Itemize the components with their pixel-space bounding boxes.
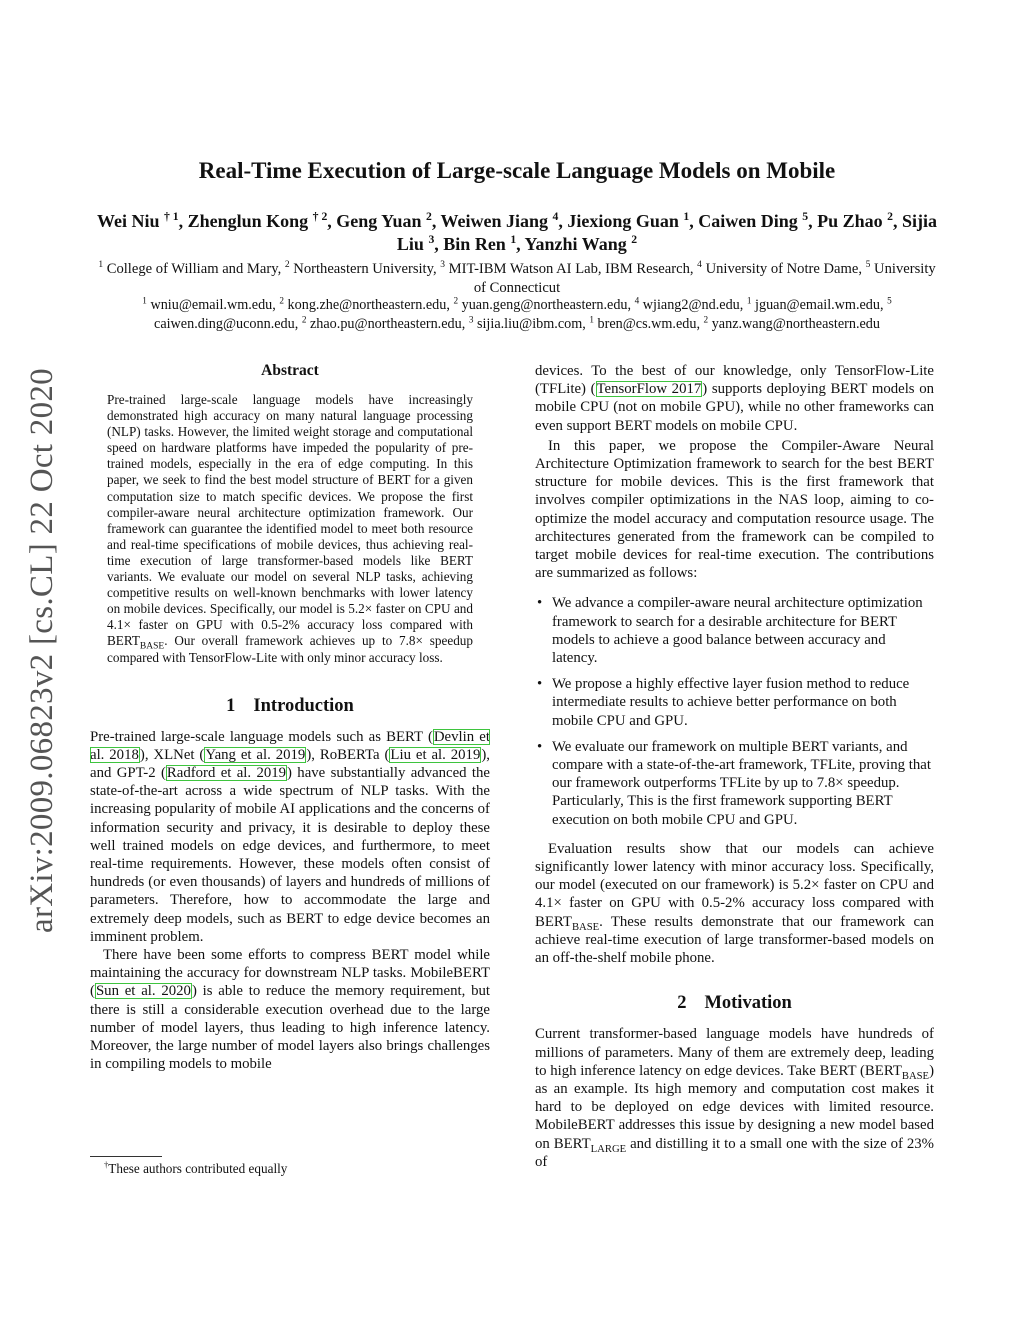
email-address[interactable]: wjiang2@nd.edu,	[639, 297, 747, 313]
email-affiliation-number: 2	[703, 314, 709, 325]
author-affiliation-mark: 1	[683, 210, 690, 223]
abstract-text: Pre-trained large-scale language models have increasingly demonstrated high accuracy on many natural language processing (NLP) tasks. However, the limited weight storage and computational speed on hardware platforms have impeded the popularity of pre-trained models, especially in the era of edge computing. In this paper, we seek to find the best model structure of BERT for a given computation size to match specific devices. We propose the first compiler-aware neural architecture optimization framework. Our framework can guarantee the identified model to meet both resource and real-time specifications of mobile devices, thus achieving real-time execution of large transformer-based models like BERT variants. We evaluate our model on several NLP tasks, achieving competitive results on well-known benchmarks with lower latency on mobile devices. Specifically, our model is 5.2× faster on CPU and 4.1× faster on GPU with 0.5-2% accuracy loss compared with $BERT_{BASE}$. Our overall framework achieves up to 7.8× speedup compared with TensorFlow-Lite with only minor accuracy loss.	[107, 392, 473, 665]
footnote-rule	[90, 1156, 162, 1157]
affiliation-name: Northeastern University,	[289, 261, 441, 277]
email-affiliation-number: 2	[301, 314, 307, 325]
section-heading-introduction: 1 Introduction	[226, 695, 354, 716]
author-name: Caiwen Ding	[698, 211, 803, 231]
affiliation-number: 1	[98, 260, 104, 271]
intro-paragraph-5: Evaluation results show that our models can achieve significantly lower latency with minor accuracy loss. Specifically, our model (executed on our framework) is 5.2× faster on CPU and 4.1× faster on GPU with 0.5-2% accuracy loss compared with $BERT_{BASE}$. These results demonstrate that our framework can achieve real-time execution of large transformer-based models on an off-the-shelf mobile phone.	[535, 840, 934, 967]
affiliation-name: College of William and Mary,	[103, 261, 285, 277]
citation-link[interactable]: Devlin et al. 2018	[90, 728, 490, 763]
list-item: • We evaluate our framework on multiple BERT variants, and compare with a state-of-the-art framework, TFLite, proving that our framework outperforms TFLite by up to 7.8× speedup. Particularly, This is the first framework supporting BERT execution on both mobile CPU and GPU.	[535, 738, 934, 829]
author-name: Geng Yuan	[336, 211, 426, 231]
motivation-paragraph: Current transformer-based language models have hundreds of millions of parameters. Many of them are extremely deep, leading to high inference latency on edge devices. Take BERT $(BERT_{BASE})$ as an example. Its high memory and computation cost makes it hard to be deployed on edge devices with limited resource. MobileBERT addresses this issue by designing a new model based on $BERT_{LARGE}$ and distilling it to a small one with the size of 23% of	[535, 1026, 934, 1170]
left-column	[90, 362, 490, 1073]
author-name: Pu Zhao	[817, 211, 888, 231]
affiliation-name: University of Notre Dame,	[701, 261, 866, 277]
author-name: Sijia Liu	[396, 211, 937, 254]
author-affiliation-mark: 3	[428, 233, 435, 246]
email-address[interactable]: yanz.wang@northeastern.edu	[708, 316, 880, 332]
intro-paragraph-2: There have been some efforts to compress BERT model while maintaining the accuracy for downstream NLP tasks. MobileBERT (Sun et al. 2020) is able to reduce the memory requirement, but there is still a considerable execution overhead due to the large number of model layers, thus leading to high inference latency. Moreover, the large number of model layers also brings challenges in compiling models to mobile	[90, 947, 490, 1073]
author-name: Weiwen Jiang	[440, 211, 553, 231]
author-affiliation-mark: 4	[552, 210, 559, 223]
footnote: †These authors contributed equally	[104, 1159, 288, 1176]
email-address[interactable]: sijia.liu@ibm.com,	[473, 316, 590, 332]
email-affiliation-number: 2	[279, 295, 284, 306]
citation-link[interactable]: TensorFlow 2017	[596, 381, 702, 398]
intro-paragraph-1: Pre-trained large-scale language models such as BERT (Devlin et al. 2018), XLNet (Yang et al. 2019), RoBERTa (Liu et al. 2019), and GPT-2 (Radford et al. 2019) have substantially advanced the state-of-the-art across a wide spectrum of NLP tasks. With the increasing popularity of mobile AI applications and the concerns of information security and privacy, it is desirable to deploy these well trained models on edge devices, and furthermore, to meet real-time requirements. However, these models often consist of hundreds (or even thousands) of layers and hundreds of millions of parameters. Therefore, how to accommodate the large and extremely deep models, such as BERT to edge device becomes an imminent problem.	[90, 728, 490, 945]
email-address[interactable]: kong.zhe@northeastern.edu,	[283, 297, 454, 313]
author-affiliation-mark: † 2	[312, 210, 328, 223]
citation-link[interactable]: Sun et al. 2020	[95, 983, 191, 1000]
email-address[interactable]: yuan.geng@northeastern.edu,	[458, 297, 635, 313]
affiliation-list	[96, 260, 938, 298]
author-affiliation-mark: 2	[887, 210, 893, 223]
list-item: • We propose a highly effective layer fusion method to reduce intermediate results to achieve better performance on both mobile CPU and GPU.	[535, 675, 934, 730]
author-name: Zhenglun Kong	[187, 211, 313, 231]
citation-link[interactable]: Liu et al. 2019	[390, 746, 481, 763]
affiliation-name: University of Connecticut	[473, 261, 936, 296]
affiliation-name: MIT-IBM Watson AI Lab, IBM Research,	[445, 261, 698, 277]
author-name: Wei Niu	[96, 211, 164, 231]
citation-link[interactable]: Yang et al. 2019	[205, 746, 306, 763]
arxiv-identifier: arXiv:2009.06823v2 [cs.CL] 22 Oct 2020	[23, 367, 60, 933]
paper-title: Real-Time Execution of Large-scale Language Models on Mobile	[198, 158, 836, 183]
list-item: • We advance a compiler-aware neural architecture optimization framework to search for a desirable architecture for BERT models to achieve a good balance between accuracy and latency.	[535, 594, 934, 667]
affiliation-number: 3	[440, 260, 446, 271]
author-affiliation-mark: 2	[425, 210, 432, 223]
affiliation-number: 2	[284, 260, 290, 271]
email-affiliation-number: 2	[453, 295, 459, 306]
affiliation-number: 4	[697, 260, 702, 271]
email-affiliation-number: 1	[142, 295, 147, 306]
author-affiliation-mark: † 1	[164, 210, 179, 223]
author-name: Bin Ren	[443, 234, 511, 254]
author-affiliation-mark: 1	[510, 233, 517, 246]
contribution-list	[535, 594, 934, 828]
email-list	[96, 296, 938, 334]
abstract-heading: Abstract	[261, 362, 319, 379]
email-address[interactable]: caiwen.ding@uconn.edu,	[154, 316, 302, 332]
email-affiliation-number: 1	[746, 295, 752, 306]
email-address[interactable]: wniu@email.wm.edu,	[146, 297, 280, 313]
affiliation-number: 5	[865, 260, 871, 271]
citation-link[interactable]: Radford et al. 2019	[166, 765, 287, 781]
author-name: Yanzhi Wang	[524, 234, 632, 254]
intro-paragraph-3: devices. To the best of our knowledge, only TensorFlow-Lite (TFLite) (TensorFlow 2017) supports deploying BERT models on mobile CPU (not on mobile GPU), while no other frameworks can even support BERT models on mobile CPU.	[535, 363, 935, 434]
email-address[interactable]: bren@cs.wm.edu,	[593, 316, 704, 332]
right-column	[535, 362, 934, 1171]
intro-paragraph-4: In this paper, we propose the Compiler-Aware Neural Architecture Optimization framework to search for the best BERT structure for mobile devices. This is the first framework that involves compiler optimizations in the NAS loop, aiming to co-optimize the model accuracy and computation resource usage. The architectures generated from the framework can be compiled to target mobile devices for real-time execution. The contributions are summarized as follows:	[535, 437, 934, 582]
author-affiliation-mark: 2	[631, 233, 638, 246]
email-affiliation-number: 3	[468, 314, 474, 325]
arxiv-side-stamp	[20, 360, 64, 940]
email-address[interactable]: zhao.pu@northeastern.edu,	[306, 316, 469, 332]
email-affiliation-number: 5	[887, 295, 892, 306]
section-heading-motivation: 2 Motivation	[677, 993, 792, 1014]
author-list: Wei Niu $^{\dagger 1}$, Zhenglun Kong $^{\dagger 2}$, Geng Yuan $^2$, Weiwen Jiang $^4$, Jiexiong Guan $^1$, Caiwen Ding $^5$, Pu Zhao $^2$, Sijia Liu $^3$, Bin Ren $^1$, Yanzhi Wang $^2$	[96, 210, 937, 254]
email-affiliation-number: 4	[634, 295, 640, 306]
email-affiliation-number: 1	[589, 314, 594, 325]
author-affiliation-mark: 5	[802, 210, 809, 223]
author-name: Jiexiong Guan	[567, 211, 684, 231]
email-address[interactable]: jguan@email.wm.edu,	[751, 297, 888, 313]
